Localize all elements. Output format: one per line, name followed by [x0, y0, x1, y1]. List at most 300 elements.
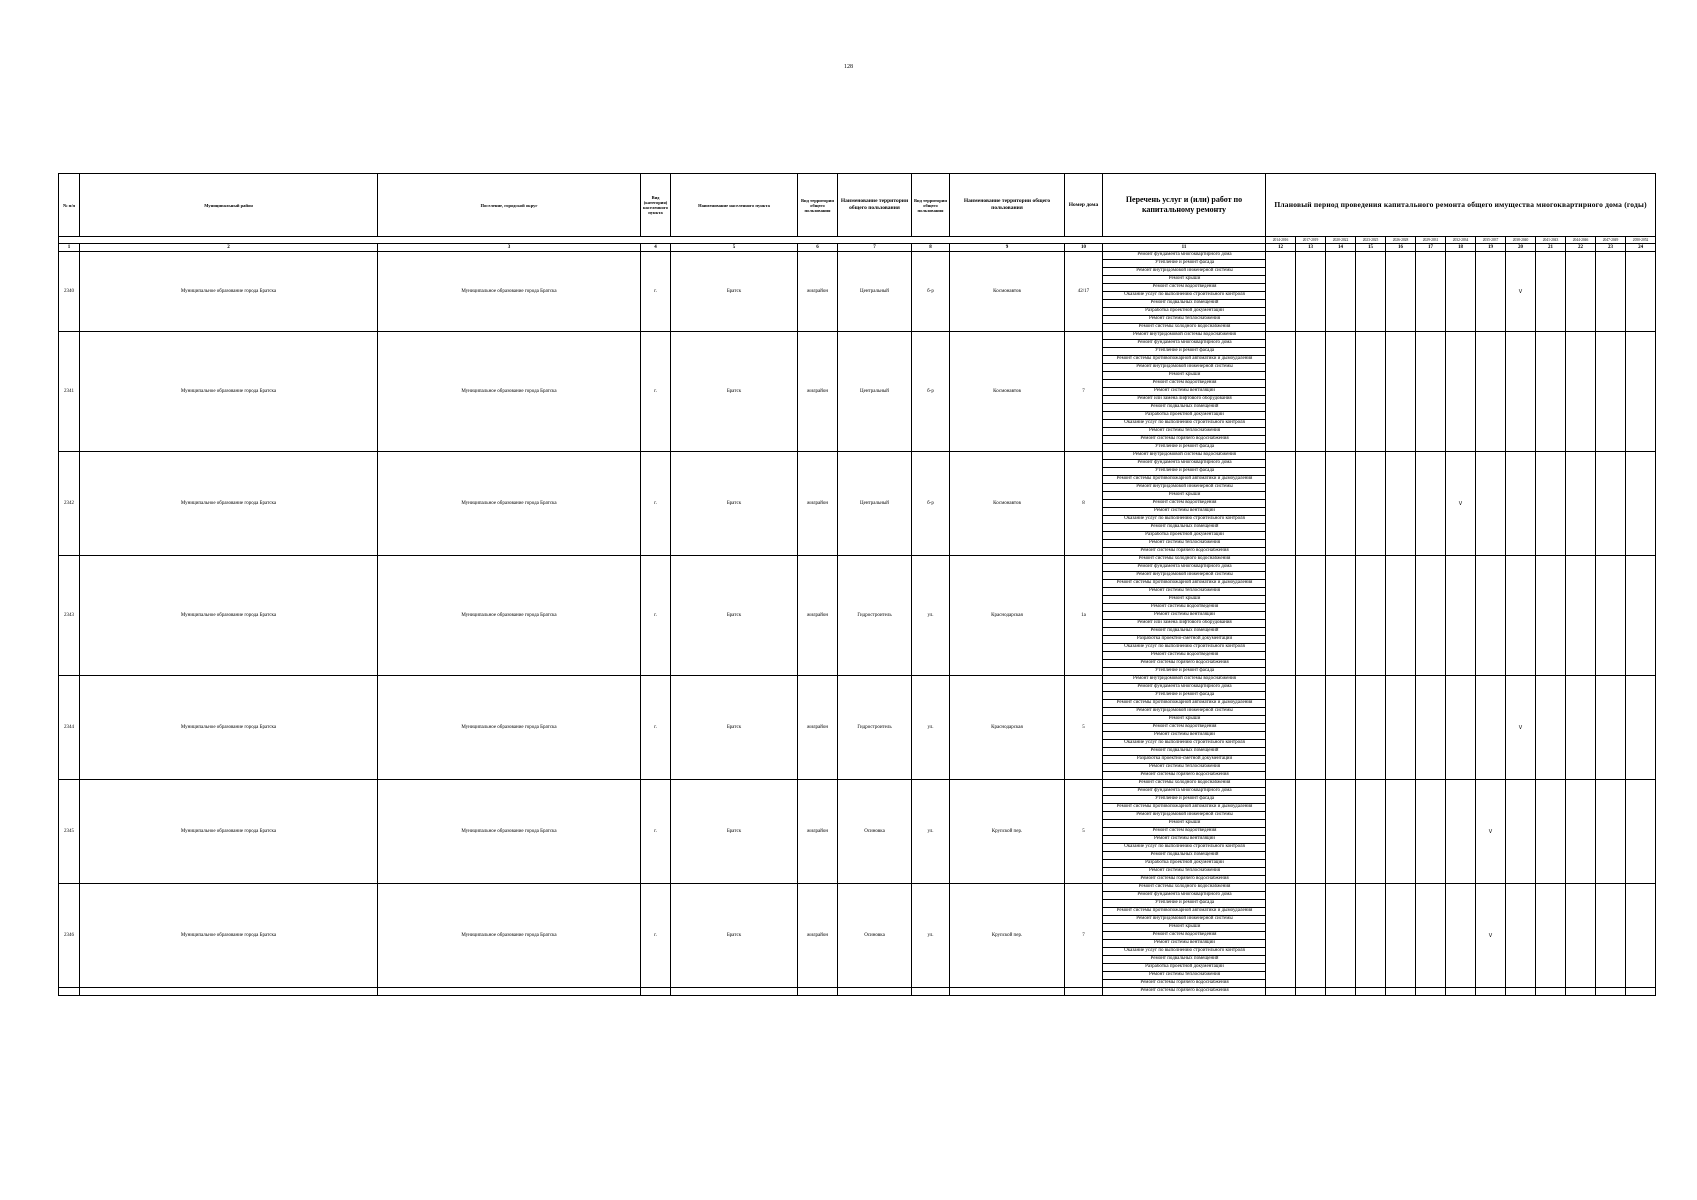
plan-cell [1266, 988, 1296, 996]
cell-district: Муниципальное образование города Братска [80, 556, 378, 676]
cell-works [1103, 988, 1266, 996]
work-item: Ремонт системы горячего водоснабжения [1103, 436, 1265, 444]
column-numbers-row [59, 244, 1656, 252]
work-item: Ремонт крыши [1103, 492, 1265, 500]
cell-district: Муниципальное образование города Братска [80, 452, 378, 556]
work-item: Ремонт системы горячего водоснабжения [1103, 660, 1265, 668]
work-item: Ремонт системы противопожарной автоматики и дымоудаления [1103, 356, 1265, 364]
work-item: Ремонт внутридомовой инженерной системы [1103, 364, 1265, 372]
work-item: Ремонт системы противопожарной автоматики и дымоудаления [1103, 700, 1265, 708]
work-item: Ремонт фундамента многоквартирного дома [1103, 252, 1265, 260]
plan-cell [1596, 884, 1626, 988]
plan-cell [1356, 252, 1386, 332]
cell-works [1103, 452, 1266, 556]
plan-cell [1566, 884, 1596, 988]
plan-cell [1446, 332, 1476, 452]
work-item: Ремонт системы теплоснабжения [1103, 428, 1265, 436]
work-item: Утепление и ремонт фасада [1103, 692, 1265, 700]
work-item: Ремонт крыши [1103, 820, 1265, 828]
work-item: Ремонт систем водоотведения [1103, 284, 1265, 292]
work-item: Ремонт подвальных помещений [1103, 524, 1265, 532]
work-item: Ремонт внутридомовой инженерной системы [1103, 916, 1265, 924]
cell-place-type: г. [641, 884, 671, 988]
work-item: Ремонт внутридомовой инженерной системы [1103, 812, 1265, 820]
column-number: 19 [1476, 244, 1506, 252]
cell-settlement: Муниципальное образование города Братска [378, 252, 641, 332]
cell-empty [798, 988, 838, 996]
plan-cell [1266, 332, 1296, 452]
plan-cell [1566, 452, 1596, 556]
plan-cell [1476, 452, 1506, 556]
plan-cell [1386, 332, 1416, 452]
year-col: 2014-2016 [1266, 237, 1296, 244]
cell-empty [671, 988, 798, 996]
year-col: 2035-2037 [1476, 237, 1506, 244]
plan-cell [1446, 988, 1476, 996]
plan-cell [1296, 988, 1326, 996]
cell-place-type: г. [641, 556, 671, 676]
plan-cell [1476, 676, 1506, 780]
cell-street-type: ул. [912, 780, 950, 884]
year-col: 2050-2052 [1626, 237, 1656, 244]
header-terr-name: Наименование территории общего пользования [838, 174, 912, 237]
cell-district: Муниципальное образование города Братска [80, 884, 378, 988]
cell-place-name: Братск [671, 332, 798, 452]
work-item: Ремонт системы теплоснабжения [1103, 316, 1265, 324]
cell-works [1103, 252, 1266, 332]
column-number: 12 [1266, 244, 1296, 252]
table-row-partial [59, 988, 1656, 996]
plan-cell [1296, 780, 1326, 884]
work-item: Ремонт системы вентиляции [1103, 612, 1265, 620]
cell-empty [378, 988, 641, 996]
work-item: Ремонт системы вентиляции [1103, 940, 1265, 948]
work-item: Оказание услуг по выполнению строительного контроля [1103, 292, 1265, 300]
plan-cell [1266, 780, 1296, 884]
header-row [59, 174, 1656, 237]
cell-place-type: г. [641, 252, 671, 332]
plan-cell [1416, 452, 1446, 556]
plan-cell [1416, 332, 1446, 452]
work-item: Ремонт системы холодного водоснабжения [1103, 780, 1265, 788]
plan-cell [1326, 452, 1356, 556]
cell-terr-name: Гидростроитель [838, 676, 912, 780]
cell-n: 2340 [59, 252, 80, 332]
cell-house: 8 [1065, 452, 1103, 556]
table-row [59, 556, 1656, 676]
plan-cell [1626, 556, 1656, 676]
work-item: Ремонт внутридомовой инженерной системы [1103, 708, 1265, 716]
cell-works [1103, 332, 1266, 452]
column-number: 11 [1103, 244, 1266, 252]
plan-cell [1386, 676, 1416, 780]
column-number: 14 [1326, 244, 1356, 252]
plan-cell [1326, 556, 1356, 676]
capital-repair-table [58, 173, 1656, 996]
work-item: Разработка проектно-сметной документации [1103, 756, 1265, 764]
cell-terr-name: Осиновка [838, 780, 912, 884]
cell-place-name: Братск [671, 252, 798, 332]
cell-works [1103, 676, 1266, 780]
cell-street-name: Краснодарская [950, 556, 1065, 676]
work-item: Ремонт крыши [1103, 716, 1265, 724]
plan-cell [1356, 780, 1386, 884]
work-item: Ремонт системы теплоснабжения [1103, 868, 1265, 876]
plan-cell [1416, 252, 1446, 332]
plan-cell [1596, 780, 1626, 884]
work-item: Ремонт системы горячего водоснабжения [1140, 548, 1229, 553]
work-item: Ремонт или замена лифтового оборудования [1103, 620, 1265, 628]
work-item: Оказание услуг по выполнению строительного контроля [1103, 644, 1265, 652]
work-item: Ремонт системы противопожарной автоматики и дымоудаления [1103, 580, 1265, 588]
header-terr-type: Вид территории общего пользования [798, 174, 838, 237]
work-item: Утепление и ремонт фасада [1154, 668, 1215, 673]
year-col: 2020-2022 [1326, 237, 1356, 244]
plan-cell [1326, 676, 1356, 780]
plan-cell [1626, 676, 1656, 780]
plan-cell [1386, 556, 1416, 676]
plan-cell [1566, 252, 1596, 332]
work-item: Ремонт системы холодного водоснабжения [1103, 556, 1265, 564]
plan-cell [1566, 556, 1596, 676]
years-row [59, 237, 1656, 244]
cell-street-type: б-р [912, 252, 950, 332]
cell-empty [912, 988, 950, 996]
work-item: Ремонт системы горячего водоснабжения [1140, 876, 1229, 881]
plan-cell [1536, 780, 1566, 884]
cell-place-name: Братск [671, 452, 798, 556]
column-number: 15 [1356, 244, 1386, 252]
column-number: 10 [1065, 244, 1103, 252]
plan-cell [1446, 780, 1476, 884]
work-item: Ремонт крыши [1103, 924, 1265, 932]
plan-cell: V [1506, 252, 1536, 332]
plan-cell [1596, 676, 1626, 780]
plan-cell [1266, 884, 1296, 988]
work-item: Ремонт внутридомовой системы водоснабжения [1103, 332, 1265, 340]
header-place-name: Наименование населенного пункта [671, 174, 798, 237]
work-item: Ремонт внутридомовой инженерной системы [1103, 268, 1265, 276]
cell-terr-name: Осиновка [838, 884, 912, 988]
year-col: 2026-2028 [1386, 237, 1416, 244]
plan-cell [1446, 884, 1476, 988]
work-item: Ремонт фундамента многоквартирного дома [1103, 460, 1265, 468]
plan-cell [1326, 988, 1356, 996]
work-item: Ремонт системы горячего водоснабжения [1140, 772, 1229, 777]
plan-cell [1266, 452, 1296, 556]
plan-cell [1596, 988, 1626, 996]
year-col: 2038-2040 [1506, 237, 1536, 244]
cell-street-name: Краснодарская [950, 676, 1065, 780]
column-number: 16 [1386, 244, 1416, 252]
plan-cell [1416, 556, 1446, 676]
plan-cell [1536, 676, 1566, 780]
plan-cell [1566, 332, 1596, 452]
column-number: 23 [1596, 244, 1626, 252]
plan-cell [1416, 676, 1446, 780]
header-works: Перечень услуг и (или) работ по капитальному ремонту [1103, 174, 1266, 237]
plan-cell [1536, 884, 1566, 988]
cell-settlement: Муниципальное образование города Братска [378, 332, 641, 452]
work-item: Ремонт системы противопожарной автоматики и дымоудаления [1103, 908, 1265, 916]
column-number: 4 [641, 244, 671, 252]
cell-n: 2344 [59, 676, 80, 780]
work-item: Ремонт системы водоотведения [1103, 604, 1265, 612]
work-item: Утепление и ремонт фасада [1103, 468, 1265, 476]
header-settlement: Поселение, городской округ [378, 174, 641, 237]
cell-place-name: Братск [671, 780, 798, 884]
work-item: Ремонт систем водоотведения [1103, 724, 1265, 732]
table-row [59, 884, 1656, 988]
cell-terr-name: Центральный [838, 452, 912, 556]
cell-works [1103, 556, 1266, 676]
work-item: Утепление и ремонт фасада [1103, 260, 1265, 268]
cell-terr-name: Гидростроитель [838, 556, 912, 676]
cell-n: 2341 [59, 332, 80, 452]
cell-place-type: г. [641, 780, 671, 884]
plan-cell [1476, 988, 1506, 996]
column-number: 2 [80, 244, 378, 252]
cell-n: 2346 [59, 884, 80, 988]
cell-empty [641, 988, 671, 996]
cell-street-name: Космонавтов [950, 452, 1065, 556]
plan-cell [1266, 252, 1296, 332]
work-item: Ремонт подвальных помещений [1103, 748, 1265, 756]
plan-cell [1416, 988, 1446, 996]
plan-cell [1416, 884, 1446, 988]
column-number: 9 [950, 244, 1065, 252]
work-item: Ремонт крыши [1103, 372, 1265, 380]
work-item: Ремонт систем водоотведения [1103, 380, 1265, 388]
header-street-name: Наименование территории общего пользования [950, 174, 1065, 237]
work-item: Оказание услуг по выполнению строительного контроля [1103, 740, 1265, 748]
cell-house: 7 [1065, 884, 1103, 988]
work-item: Ремонт систем водоотведения [1103, 932, 1265, 940]
cell-street-type: б-р [912, 332, 950, 452]
table-row [59, 780, 1656, 884]
year-col: 2044-2046 [1566, 237, 1596, 244]
plan-cell [1356, 452, 1386, 556]
plan-cell [1296, 556, 1326, 676]
plan-cell [1626, 252, 1656, 332]
work-item: Оказание услуг по выполнению строительного контроля [1103, 948, 1265, 956]
cell-empty [80, 988, 378, 996]
header-house: Номер дома [1065, 174, 1103, 237]
plan-cell [1326, 332, 1356, 452]
header-street-type: Вид территории общего пользования [912, 174, 950, 237]
plan-cell [1476, 556, 1506, 676]
year-col: 2047-2049 [1596, 237, 1626, 244]
column-number: 20 [1506, 244, 1536, 252]
cell-house: 1а [1065, 556, 1103, 676]
table-row [59, 452, 1656, 556]
column-number: 8 [912, 244, 950, 252]
cell-district: Муниципальное образование города Братска [80, 252, 378, 332]
cell-empty [838, 988, 912, 996]
cell-terr-type: жилрайон [798, 780, 838, 884]
header-n: № п/п [59, 174, 80, 237]
work-item: Ремонт системы теплоснабжения [1103, 764, 1265, 772]
cell-terr-type: жилрайон [798, 332, 838, 452]
column-number: 17 [1416, 244, 1446, 252]
work-item: Ремонт системы вентиляции [1103, 508, 1265, 516]
plan-cell [1566, 988, 1596, 996]
plan-cell [1296, 676, 1326, 780]
plan-cell [1506, 884, 1536, 988]
table-body [59, 252, 1656, 996]
plan-cell [1536, 332, 1566, 452]
plan-cell [1356, 676, 1386, 780]
plan-cell [1386, 988, 1416, 996]
cell-place-name: Братск [671, 676, 798, 780]
plan-cell [1506, 780, 1536, 884]
plan-cell [1326, 252, 1356, 332]
cell-terr-name: Центральный [838, 252, 912, 332]
work-item: Ремонт подвальных помещений [1103, 852, 1265, 860]
year-col: 2041-2043 [1536, 237, 1566, 244]
cell-n: 2345 [59, 780, 80, 884]
plan-cell [1476, 332, 1506, 452]
plan-cell [1446, 556, 1476, 676]
cell-place-name: Братск [671, 556, 798, 676]
cell-empty [950, 988, 1065, 996]
cell-empty [1065, 988, 1103, 996]
plan-cell [1356, 988, 1386, 996]
cell-street-name: Космонавтов [950, 252, 1065, 332]
work-item: Ремонт системы теплоснабжения [1103, 588, 1265, 596]
column-number: 6 [798, 244, 838, 252]
work-item: Разработка проектной документации [1103, 412, 1265, 420]
plan-cell [1386, 884, 1416, 988]
plan-cell [1326, 884, 1356, 988]
cell-place-name: Братск [671, 884, 798, 988]
cell-works [1103, 780, 1266, 884]
plan-cell [1596, 452, 1626, 556]
plan-cell [1626, 780, 1656, 884]
plan-cell [1356, 556, 1386, 676]
plan-cell [1566, 676, 1596, 780]
work-item: Ремонт системы горячего водоснабжения [1140, 980, 1229, 985]
cell-house: 42/17 [1065, 252, 1103, 332]
cell-terr-type: жилрайон [798, 676, 838, 780]
cell-place-type: г. [641, 452, 671, 556]
header-place-type: Вид (категория) населенного пункта [641, 174, 671, 237]
work-item: Ремонт внутридомовой системы водоснабжения [1103, 452, 1265, 460]
cell-settlement: Муниципальное образование города Братска [378, 676, 641, 780]
cell-settlement: Муниципальное образование города Братска [378, 452, 641, 556]
cell-terr-name: Центральный [838, 332, 912, 452]
work-item: Оказание услуг по выполнению строительного контроля [1103, 420, 1265, 428]
work-item: Ремонт подвальных помещений [1103, 628, 1265, 636]
cell-n: 2342 [59, 452, 80, 556]
column-number: 7 [838, 244, 912, 252]
work-item: Оказание услуг по выполнению строительного контроля [1103, 516, 1265, 524]
column-number: 18 [1446, 244, 1476, 252]
plan-cell [1506, 556, 1536, 676]
plan-cell: V [1476, 780, 1506, 884]
cell-district: Муниципальное образование города Братска [80, 332, 378, 452]
cell-settlement: Муниципальное образование города Братска [378, 556, 641, 676]
plan-cell: V [1506, 676, 1536, 780]
column-number: 21 [1536, 244, 1566, 252]
plan-cell [1506, 332, 1536, 452]
work-item: Ремонт системы горячего водоснабжения [1140, 988, 1229, 993]
work-item: Ремонт системы вентиляции [1103, 732, 1265, 740]
years-spacer [59, 237, 1266, 244]
plan-cell [1536, 252, 1566, 332]
work-item: Ремонт внутридомовой инженерной системы [1103, 572, 1265, 580]
column-number: 22 [1566, 244, 1596, 252]
cell-settlement: Муниципальное образование города Братска [378, 780, 641, 884]
cell-district: Муниципальное образование города Братска [80, 676, 378, 780]
plan-cell [1356, 884, 1386, 988]
plan-cell [1446, 676, 1476, 780]
work-item: Разработка проектной документации [1103, 308, 1265, 316]
work-item: Разработка проектной документации [1103, 964, 1265, 972]
plan-cell [1296, 252, 1326, 332]
plan-cell [1356, 332, 1386, 452]
plan-cell [1626, 332, 1656, 452]
cell-street-type: ул. [912, 676, 950, 780]
work-item: Ремонт системы холодного водоснабжения [1103, 884, 1265, 892]
plan-cell [1266, 556, 1296, 676]
work-item: Ремонт системы противопожарной автоматики и дымоудаления [1103, 804, 1265, 812]
plan-cell [1596, 556, 1626, 676]
plan-cell [1476, 252, 1506, 332]
work-item: Ремонт фундамента многоквартирного дома [1103, 340, 1265, 348]
cell-house: 7 [1065, 332, 1103, 452]
work-item: Разработка проектной документации [1103, 532, 1265, 540]
plan-cell [1536, 452, 1566, 556]
cell-empty [59, 988, 80, 996]
column-number: 1 [59, 244, 80, 252]
cell-place-type: г. [641, 332, 671, 452]
plan-cell [1626, 452, 1656, 556]
plan-cell [1446, 252, 1476, 332]
plan-cell [1266, 676, 1296, 780]
header-district: Муниципальный район [80, 174, 378, 237]
work-item: Ремонт внутридомовой инженерной системы [1103, 484, 1265, 492]
cell-house: 5 [1065, 676, 1103, 780]
plan-cell [1626, 988, 1656, 996]
cell-street-type: ул. [912, 556, 950, 676]
work-item: Ремонт систем водоотведения [1103, 500, 1265, 508]
work-item: Утепление и ремонт фасада [1103, 796, 1265, 804]
work-item: Ремонт системы вентиляции [1103, 388, 1265, 396]
work-item: Ремонт подвальных помещений [1103, 404, 1265, 412]
plan-cell [1416, 780, 1446, 884]
work-item: Ремонт фундамента многоквартирного дома [1103, 564, 1265, 572]
work-item: Ремонт фундамента многоквартирного дома [1103, 684, 1265, 692]
work-item: Ремонт или замена лифтового оборудования [1103, 396, 1265, 404]
work-item: Разработка проектной документации [1103, 860, 1265, 868]
plan-cell [1506, 452, 1536, 556]
page-number: 128 [844, 64, 853, 70]
cell-settlement: Муниципальное образование города Братска [378, 884, 641, 988]
work-item: Разработка проектно-сметной документации [1103, 636, 1265, 644]
table-row [59, 252, 1656, 332]
cell-district: Муниципальное образование города Братска [80, 780, 378, 884]
plan-cell [1296, 884, 1326, 988]
work-item: Ремонт подвальных помещений [1103, 300, 1265, 308]
work-item: Ремонт систем водоотведения [1103, 828, 1265, 836]
plan-cell: V [1446, 452, 1476, 556]
table-row [59, 676, 1656, 780]
column-number: 5 [671, 244, 798, 252]
header-plan-period: Плановый период проведения капитального ремонта общего имущества многоквартирного дома (годы) [1266, 174, 1656, 237]
cell-house: 5 [1065, 780, 1103, 884]
work-item: Ремонт системы теплоснабжения [1103, 972, 1265, 980]
